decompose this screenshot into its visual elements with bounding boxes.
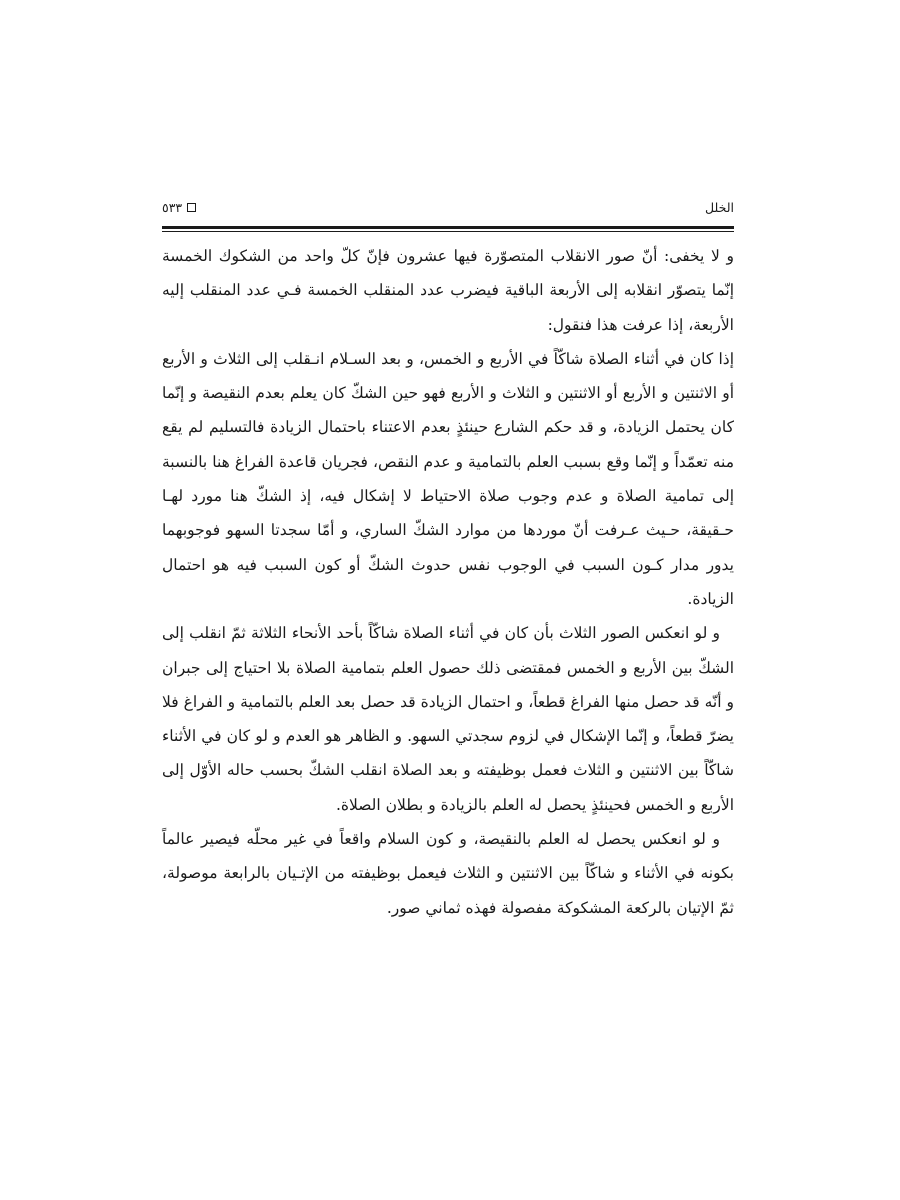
thin-rule-line [162, 231, 734, 232]
running-header [162, 196, 734, 226]
paragraph: و لا يخفى: أنّ صور الانقلاب المتصوّرة فيها عشرون فإنّ كلّ واحد من الشكوك الخمسة إنّما يتصوّر انقلابه إلى الأربعة الباقية فيضرب عدد المنقلب الخمسة فـي عدد المنقلب إليه الأربعة، إذا عرفت هذا فنقول: [162, 247, 734, 334]
chapter-title: الخلل [705, 200, 734, 215]
body-text [162, 239, 734, 925]
square-ornament-icon [187, 203, 196, 212]
header-double-rule [162, 226, 734, 232]
paragraph: إذا كان في أثناء الصلاة شاكّاً في الأربع و الخمس، و بعد السـلام انـقلب إلى الثلاث و الأربع أو الاثنتين و الأربع أو الاثنتين و الثلاث و الأربع فهو حين الشكّ كان يعلم بعدم النقيصة و إنّما كان يحتمل الزيادة، و قد حكم الشارع حينئذٍ بعدم الاعتناء باحتمال الزيادة فالتسليم لم يقع منه تعمّداً و إنّما وقع بسبب العلم بالتمامية و عدم النقص، فجريان قاعدة الفراغ هنا بالنسبة إلى تمامية الصلاة و عدم وجوب صلاة الاحتياط لا إشكال فيه، إذ الشكّ هنا مورد لهـا حـقيقة، حـيث عـرفت أنّ موردها من موارد الشكّ الساري، و أمّا سجدتا السهو فوجوبهما يدور مدار كـون السبب في الوجوب نفس حدوث الشكّ أو كون السبب فيه هو احتمال الزيادة. [162, 349, 734, 608]
book-page [162, 196, 734, 925]
page-number: ٥٣٣ [162, 200, 183, 215]
page-number-block [162, 200, 196, 215]
thick-rule-line [162, 226, 734, 229]
paragraph: و لو انعكس يحصل له العلم بالنقيصة، و كون السلام واقعاً في غير محلّه فيصير عالماً بكونه في الأثناء و شاكّاً بين الاثنتين و الثلاث فيعمل بوظيفته من الإتـيان بالرابعة موصولة، ثمّ الإتيان بالركعة المشكوكة مفصولة فهذه ثماني صور. [162, 830, 734, 917]
paragraph: و لو انعكس الصور الثلاث بأن كان في أثناء الصلاة شاكّاً بأحد الأنحاء الثلاثة ثمّ انقلب إلى الشكّ بين الأربع و الخمس فمقتضى ذلك حصول العلم بتمامية الصلاة بلا احتياج إلى جبران و أنّه قد حصل منها الفراغ قطعاً، و احتمال الزيادة قد حصل بعد العلم بالتمامية و الفراغ فلا يضرّ قطعاً، و إنّما الإشكال في لزوم سجدتي السهو. و الظاهر هو العدم و لو كان في الأثناء شاكّاً بين الاثنتين و الثلاث فعمل بوظيفته و بعد الصلاة انقلب الشكّ بحسب حاله الأوّل إلى الأربع و الخمس فحينئذٍ يحصل له العلم بالزيادة و بطلان الصلاة. [162, 624, 734, 814]
